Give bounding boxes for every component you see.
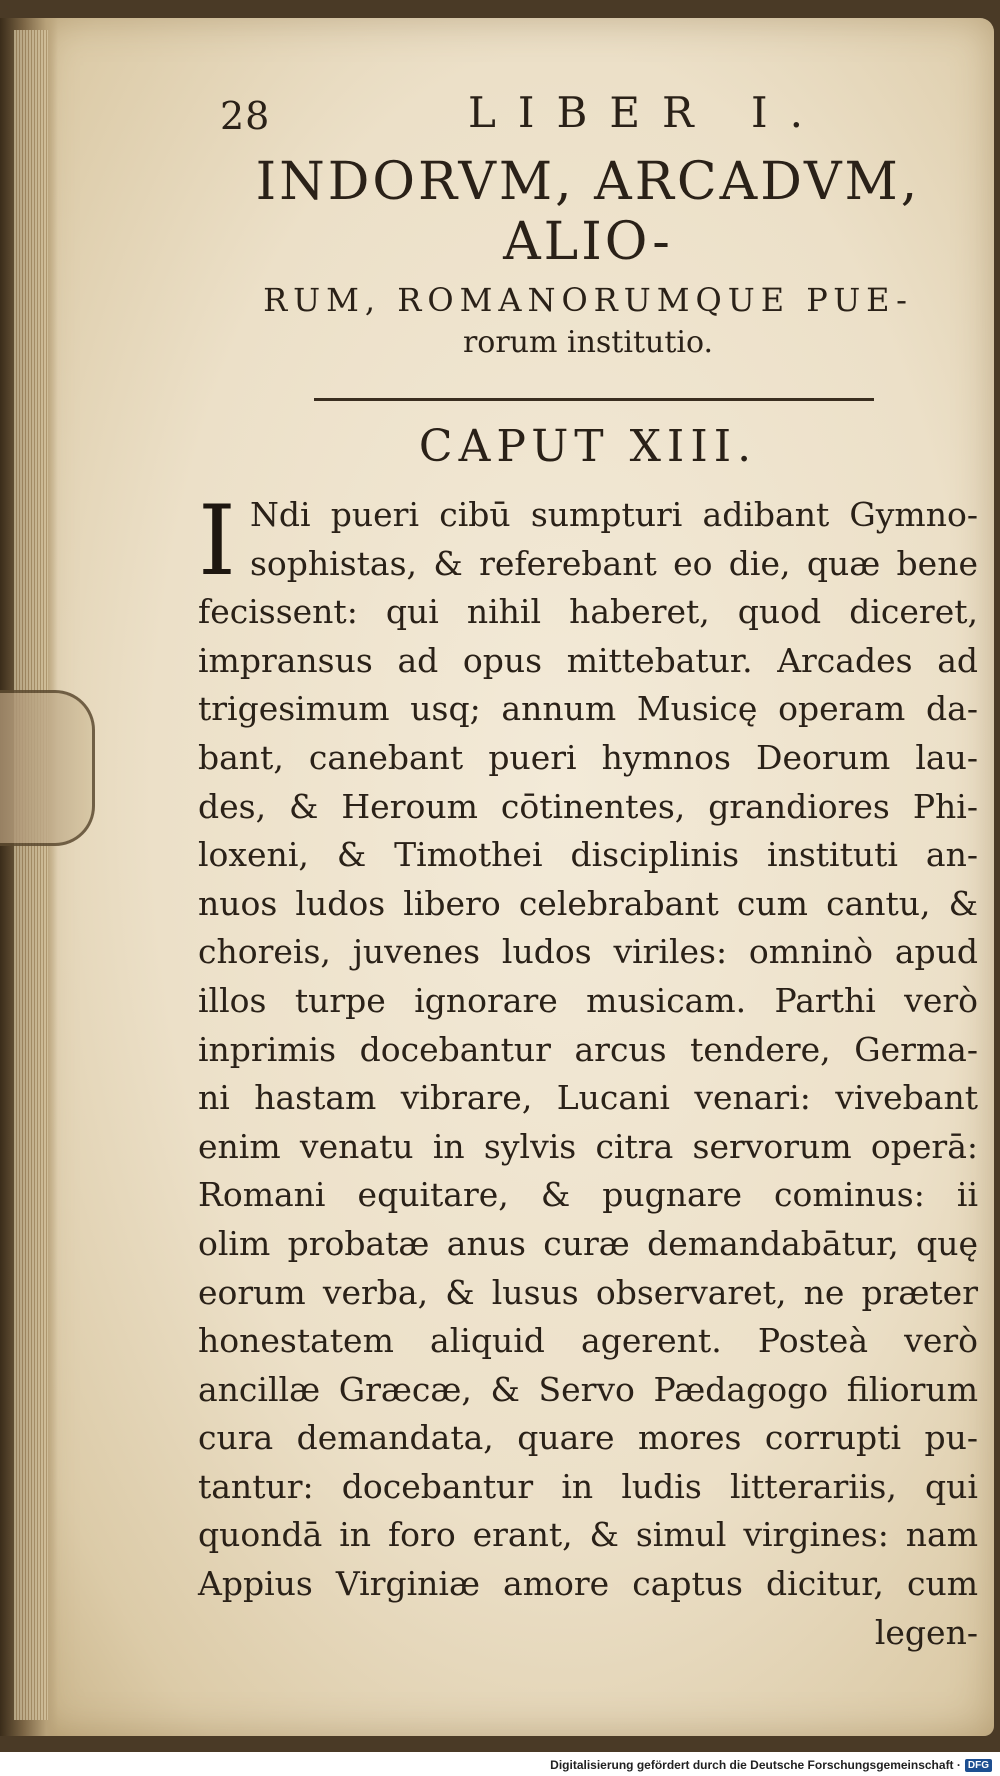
text-line: quondā in foro erant, & simul virgines: nam (198, 1515, 978, 1555)
text-line: trigesimum usq; annum Musicę operam da- (198, 689, 978, 729)
footer (550, 1758, 992, 1772)
text-line: olim probatæ anus curæ demandabātur, quę (198, 1223, 978, 1263)
chapter-title-line-1: INDORVM, ARCADVM, ALIO- (255, 152, 921, 272)
text-line: des, & Heroum cōtinentes, grandiores Phi- (198, 786, 978, 826)
text-line: impransus ad opus mittebatur. Arcades ad (198, 640, 978, 680)
text-line: loxeni, & Timothei disciplinis instituti an- (198, 835, 978, 875)
running-head (198, 88, 978, 152)
text-line: inprimis docebantur arcus tendere, Germa- (198, 1029, 978, 1069)
chapter-number: CAPUT XIII. (418, 421, 758, 472)
page-number: 28 (220, 94, 271, 138)
text-line: Ndi pueri cibū sumpturi adibant Gymno- (250, 495, 978, 534)
text-line: Appius Virginiæ amore captus dicitur, cum (198, 1564, 978, 1604)
text-line: fecissent: qui nihil haberet, quod diceret, (198, 592, 978, 632)
page-edges (14, 30, 48, 1720)
book-heading: LIBER I. (468, 88, 825, 137)
text-line: illos turpe ignorare musicam. Parthi verò (198, 980, 978, 1020)
text-line: cura demandata, quare mores corrupti pu- (198, 1418, 978, 1458)
drop-cap: I (198, 485, 236, 597)
text-line: nuos ludos libero celebrabant cum cantu, & (198, 883, 978, 923)
chapter-title-line-3: rorum institutio. (462, 325, 714, 360)
catchword: legen- (874, 1612, 978, 1652)
chapter-title-line-2: RUM, ROMANORUMQUE PUE- (263, 281, 913, 319)
text-line: Romani equitare, & pugnare cominus: ii (198, 1175, 978, 1215)
footer-credit: Digitalisierung gefördert durch die Deutsche Forschungsgemeinschaft · (550, 1758, 961, 1772)
text-line: enim venatu in sylvis citra servorum operā: (198, 1126, 978, 1166)
text-line: tantur: docebantur in ludis litterariis, qui (198, 1466, 978, 1506)
title-rule (314, 398, 874, 401)
text-line: ni hastam vibrare, Lucani venari: vivebant (198, 1078, 978, 1118)
text-line: sophistas, & referebant eo die, quæ bene (250, 543, 978, 583)
text-line: ancillæ Græcæ, & Servo Pædagogo filiorum (198, 1369, 978, 1409)
text-line: bant, canebant pueri hymnos Deorum lau- (198, 737, 978, 777)
page-tab-clip (0, 690, 95, 846)
body-text (198, 485, 978, 1657)
text-line: eorum verba, & lusus observaret, ne præter (198, 1272, 978, 1312)
text-line: honestatem aliquid agerent. Posteà verò (198, 1321, 978, 1361)
dfg-logo: DFG (965, 1759, 992, 1772)
text-line: choreis, juvenes ludos viriles: omninò apud (198, 932, 978, 972)
text-block (198, 88, 978, 1657)
